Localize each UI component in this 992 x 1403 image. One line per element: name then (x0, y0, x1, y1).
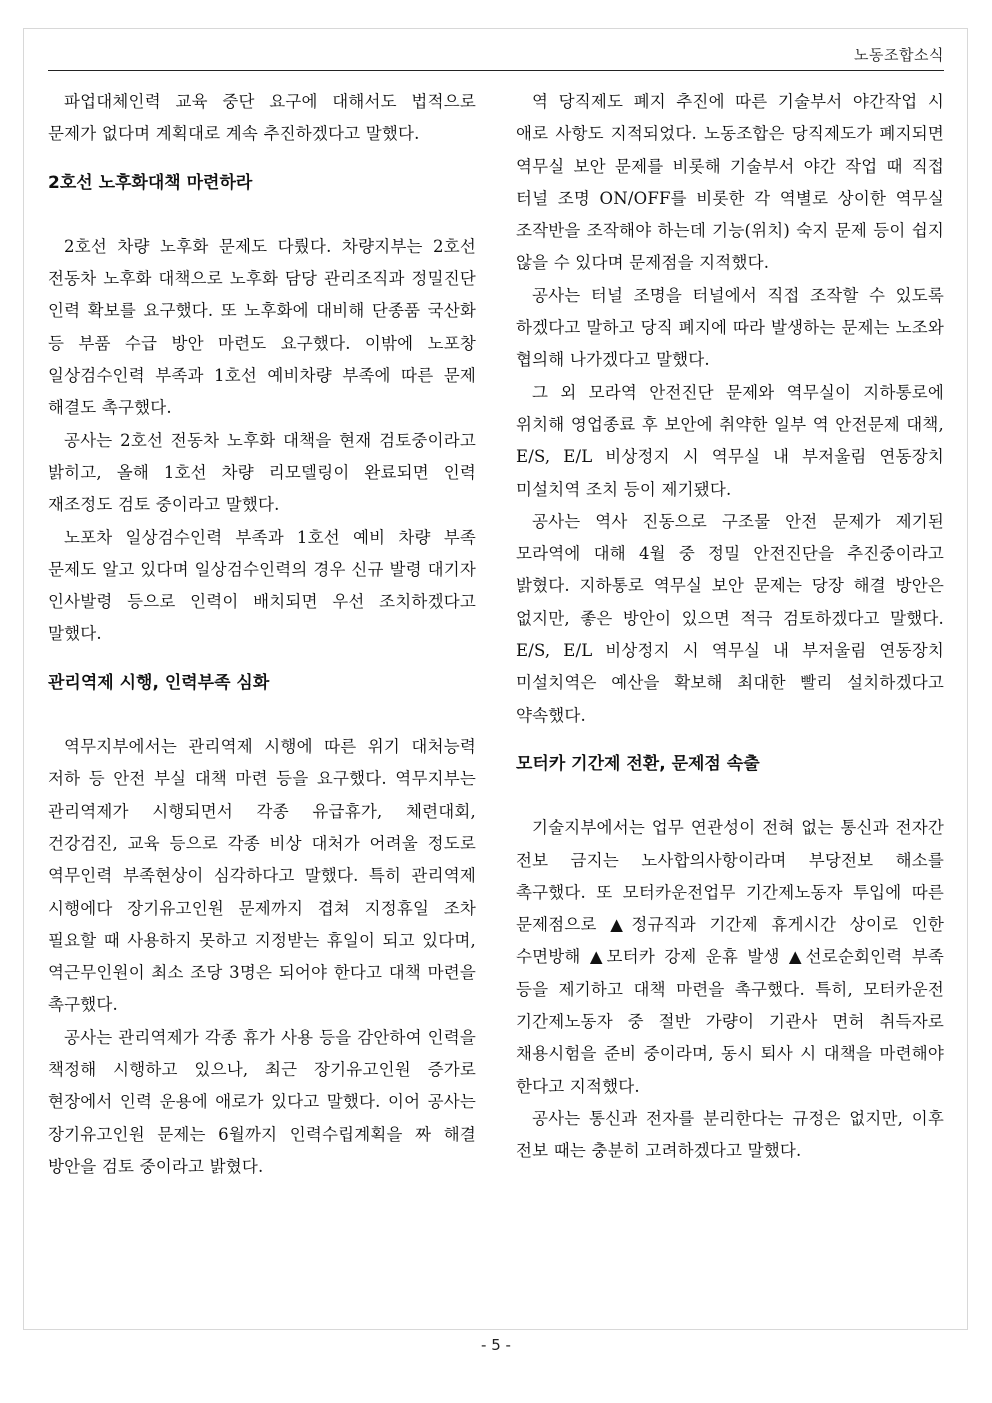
article-paragraph: 그 외 모라역 안전진단 문제와 역무실이 지하통로에 위치해 영업종료 후 보안에 취약한 일부 역 안전문제 대책, E/S, E/L 비상정지 시 역무실 내 부저울림 연동장치 미설치역 조치 등이 제기됐다. (516, 382, 944, 499)
page-number: - 5 - (481, 1336, 511, 1354)
article-paragraph: 역무지부에서는 관리역제 시행에 따른 위기 대처능력 저하 등 안전 부실 대책 마련 등을 요구했다. 역무지부는 관리역제가 시행되면서 각종 유급휴가, 체련대회, 건강검진, 교육 등으로 각종 비상 대처가 어려울 정도로 역무인력 부족현상이 심각하다고 말했다. 특히 관리역제 시행에다 장기유고인원 문제까지 겹쳐 지정휴일 조차 필요할 때 사용하지 못하고 지정받는 휴일이 되고 있다며, 역근무인원이 최소 조당 3명은 되어야 한다고 대책 마련을 촉구했다. (48, 737, 476, 1015)
newsletter-section-title: 노동조합소식 (854, 46, 944, 64)
section-heading: 관리역제 시행, 인력부족 심화 (48, 672, 270, 693)
article-paragraph: 2호선 차량 노후화 문제도 다뤘다. 차량지부는 2호선 전동차 노후화 대책으로 노후화 담당 관리조직과 정밀진단 인력 확보를 요구했다. 또 노후화에 대비해 단종품 국산화 등 부품 수급 방안 마련도 요구했다. 이밖에 노포창 일상검수인력 부족과 1호선 예비차량 부족에 따른 문제 해결도 촉구했다. (48, 236, 476, 418)
article-paragraph: 공사는 역사 진동으로 구조물 안전 문제가 제기된 모라역에 대해 4월 중 정밀 안전진단을 추진중이라고 밝혔다. 지하통로 역무실 보안 문제는 당장 해결 방안은 없지만, 좋은 방안이 있으면 적극 검토하겠다고 말했다. E/S, E/L 비상정지 시 역무실 내 부저울림 연동장치 미설치역은 예산을 확보해 최대한 빨리 설치하겠다고 약속했다. (516, 511, 944, 725)
article-paragraph: 공사는 통신과 전자를 분리한다는 규정은 없지만, 이후 전보 때는 충분히 고려하겠다고 말했다. (516, 1108, 944, 1161)
article-paragraph: 파업대체인력 교육 중단 요구에 대해서도 법적으로 문제가 없다며 계획대로 계속 추진하겠다고 말했다. (48, 92, 476, 144)
header-divider (48, 70, 944, 71)
section-heading: 모터카 기간제 전환, 문제점 속출 (516, 753, 760, 774)
article-paragraph: 기술지부에서는 업무 연관성이 전혀 없는 통신과 전자간 전보 금지는 노사합의사항이라며 부당전보 해소를 촉구했다. 또 모터카운전업무 기간제노동자 투입에 따른 문제점으로 ▲정규직과 기간제 휴게시간 상이로 인한 수면방해 ▲모터카 강제 운휴 발생 ▲선로순회인력 부족 등을 제기하고 대책 마련을 촉구했다. 특히, 모터카운전 기간제노동자 중 절반 가량이 기관사 면허 취득자로 채용시험을 준비 중이라며, 동시 퇴사 시 대책을 마련해야 한다고 지적했다. (516, 818, 944, 1096)
right-column (516, 86, 944, 1168)
article-paragraph: 노포차 일상검수인력 부족과 1호선 예비 차량 부족 문제도 알고 있다며 일상검수인력의 경우 신규 발령 대기자 인사발령 등으로 인력이 배치되면 우선 조치하겠다고 말했다. (48, 527, 476, 644)
left-column (48, 86, 476, 1183)
section-heading: 2호선 노후화대책 마련하라 (48, 172, 253, 193)
article-paragraph: 공사는 관리역제가 각종 휴가 사용 등을 감안하여 인력을 책정해 시행하고 있으나, 최근 장기유고인원 증가로 현장에서 인력 운용에 애로가 있다고 말했다. 이어 공사는 장기유고인원 문제는 6월까지 인력수립계획을 짜 해결 방안을 검토 중이라고 밝혔다. (48, 1027, 476, 1176)
article-paragraph: 공사는 2호선 전동차 노후화 대책을 현재 검토중이라고 밝히고, 올해 1호선 차량 리모델링이 완료되면 인력 재조정도 검토 중이라고 말했다. (48, 430, 476, 515)
article-paragraph: 공사는 터널 조명을 터널에서 직접 조작할 수 있도록 하겠다고 말하고 당직 폐지에 따라 발생하는 문제는 노조와 협의해 나가겠다고 말했다. (516, 285, 944, 370)
article-paragraph: 역 당직제도 폐지 추진에 따른 기술부서 야간작업 시 애로 사항도 지적되었다. 노동조합은 당직제도가 폐지되면 역무실 보안 문제를 비롯해 기술부서 야간 작업 때 직접 터널 조명 ON/OFF를 비롯한 각 역별로 상이한 역무실 조작반을 조작해야 하는데 기능(위치) 숙지 문제 등이 쉽지 않을 수 있다며 문제점을 지적했다. (516, 92, 944, 273)
